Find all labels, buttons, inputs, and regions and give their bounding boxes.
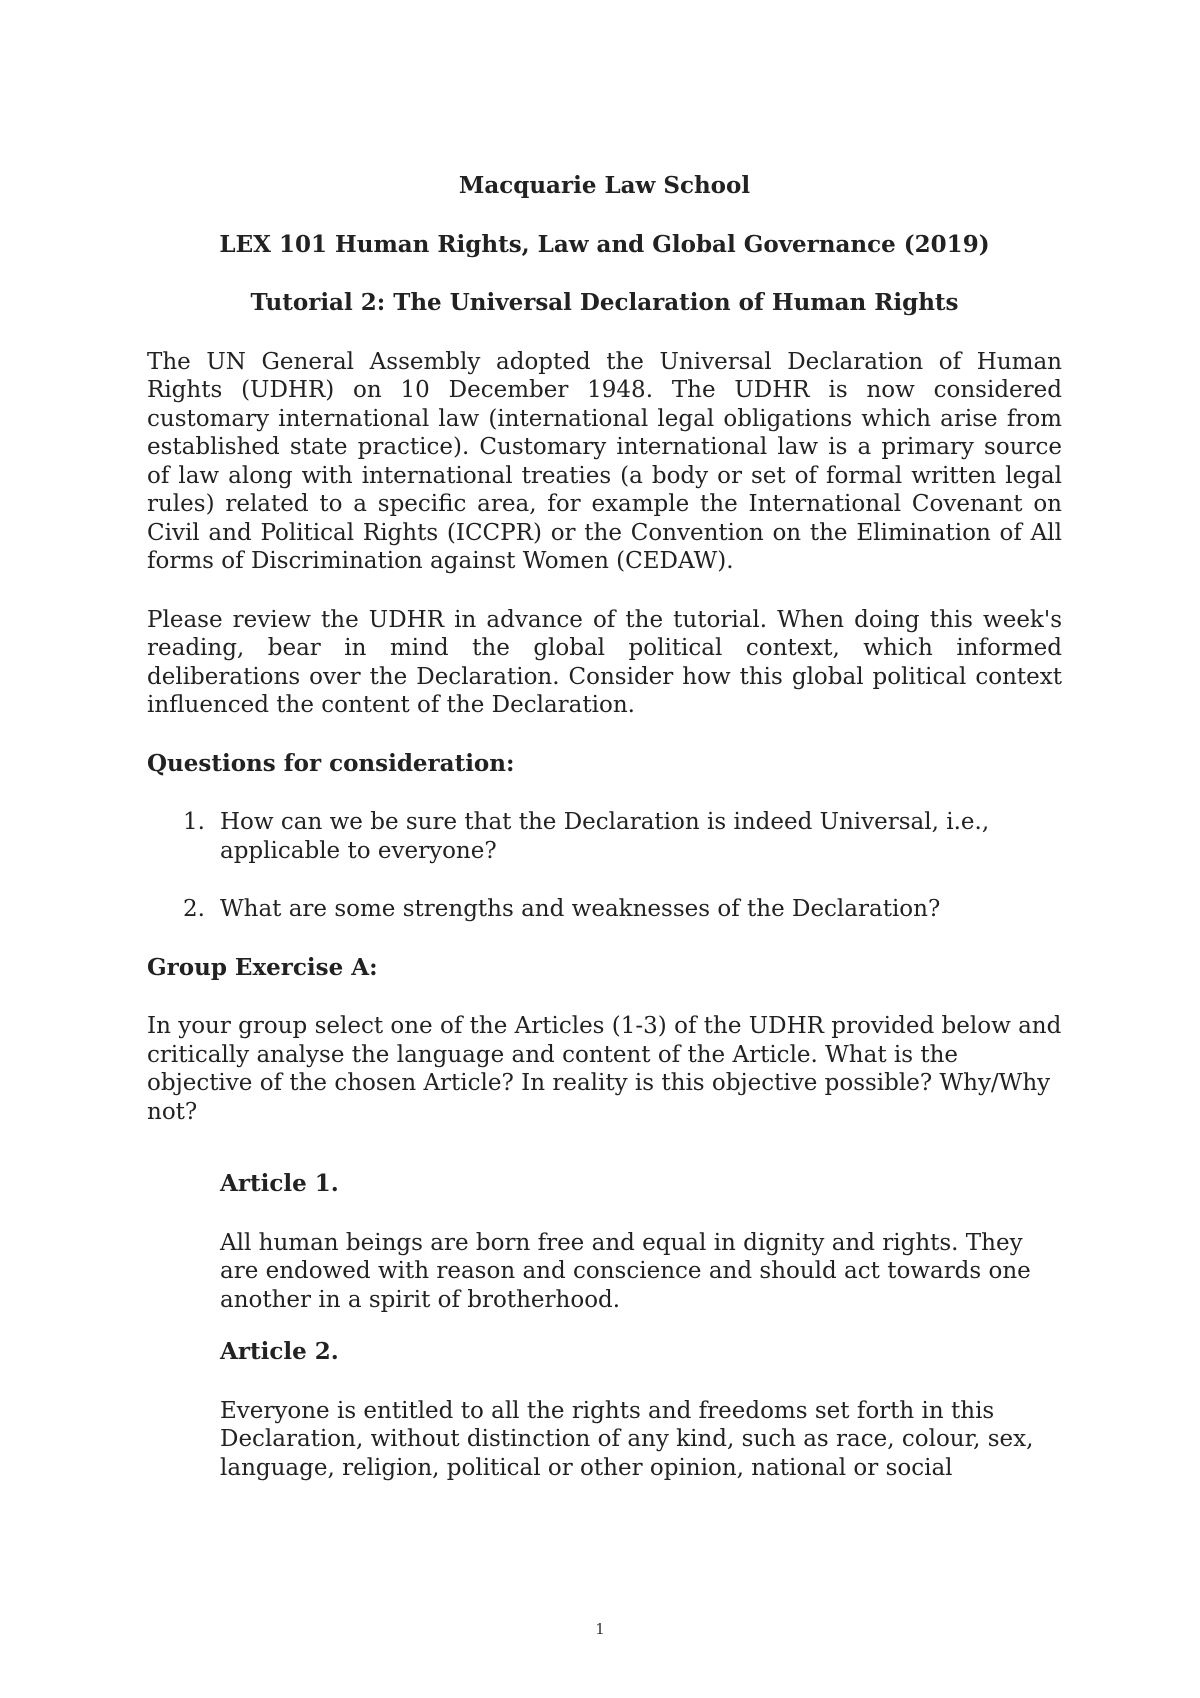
article-title: Article 2. [220, 1338, 339, 1365]
exercise-heading: Group Exercise A: [147, 953, 378, 981]
list-item-text: What are some strengths and weaknesses of the Declaration? [220, 896, 941, 922]
list-item [147, 808, 1062, 865]
questions-list [147, 808, 1062, 924]
article-title: Article 1. [220, 1170, 339, 1197]
exercise-paragraph: In your group select one of the Articles (1-3) of the UDHR provided below and critically analyse the language and content of the Article. What is the objective of the chosen Article? In reality is this objective possible? Why/Why not? [147, 1013, 1062, 1125]
school-title: Macquarie Law School [458, 172, 751, 199]
course-title: LEX 101 Human Rights, Law and Global Governance (2019) [219, 230, 990, 258]
tutorial-title: Tutorial 2: The Universal Declaration of Human Rights [250, 289, 959, 316]
review-paragraph: Please review the UDHR in advance of the tutorial. When doing this week's reading, bear in mind the global political context, which informed deliberations over the Declaration. Consider how this global political context influenced the content of the Declaration. [147, 606, 1062, 718]
list-item-text: How can we be sure that the Declaration is indeed Universal, i.e., applicable to everyone? [220, 809, 990, 864]
article-block [220, 1170, 1040, 1314]
intro-paragraph: The UN General Assembly adopted the Universal Declaration of Human Rights (UDHR) on 10 December 1948. The UDHR is now considered customary international law (international legal obligations which arise from established state practice). Customary international law is a primary source of law along with international treaties (a body or set of formal written legal rules) related to a specific area, for example the International Covenant on Civil and Political Rights (ICCPR) or the Convention on the Elimination of All forms of Discrimination against Women (CEDAW). [147, 348, 1062, 574]
page-number: 1 [595, 1620, 605, 1638]
list-item [147, 895, 1062, 924]
questions-heading: Questions for consideration: [147, 749, 515, 777]
article-text: All human beings are born free and equal in dignity and rights. They are endowed with reason and conscience and should act towards one another in a spirit of brotherhood. [220, 1229, 1031, 1313]
list-item-number: 1. [183, 809, 205, 835]
page-content [147, 172, 1062, 1506]
article-text: Everyone is entitled to all the rights and freedoms set forth in this Declaration, without distinction of any kind, such as race, colour, sex, language, religion, political or other opinion, national or social [220, 1397, 1034, 1481]
article-block [220, 1338, 1040, 1482]
list-item-number: 2. [183, 896, 205, 922]
